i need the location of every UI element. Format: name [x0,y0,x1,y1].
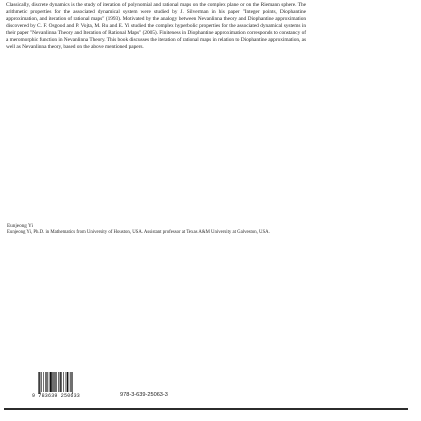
barcode-bar [61,372,62,392]
barcode-bars-icon [36,372,96,394]
barcode-bar [60,372,61,392]
barcode-bar [43,372,44,392]
author-bio: Eunjeong Yi, Ph.D. in Mathematics from University of Houston, USA. Assistant professor at Texas A&M University at Galveston, USA. [7,230,270,235]
book-description: Classically, discrete dynamics is the study of iteration of polynomial and rational maps on the complex plane or on the Riemann sphere. The arithmetic properties for the associated dynamical system were studied by J. Silverman in his paper "Integer points, Diophantine approximation, and iteration of rational maps" (1993). Motivated by the analogy between Nevanlinna theory and Diophantine approximation discovered by C. F. Osgood and P. Vojta, M. Ru and E. Yi studied the complex hyperbolic properties for the associated dynamical systems in their paper "Nevanlinna Theory and Iteration of Rational Maps" (2005). Finiteness in Diophantine approximation corresponds to constancy of a meromorphic function in Nevanlinna Theory. This book discusses the iteration of rational maps in relation to Diophantine approximation, as well as Nevanlinna theory, based on the above mentioned papers. [6,2,306,50]
barcode-bar [72,372,73,394]
author-name: Eunjeong Yi [7,223,33,229]
barcode-bar [58,372,59,392]
author-section [7,223,307,237]
barcode-bar [55,372,56,392]
barcode-bar [54,372,55,392]
barcode-bar [46,372,47,392]
barcode-bar [38,372,39,394]
barcode-bar [50,372,52,392]
barcode-bar [39,372,40,394]
isbn-number: 978-3-639-25063-3 [120,392,168,398]
barcode-bar [63,372,64,392]
barcode-bar [45,372,46,392]
barcode-bar [66,372,67,392]
barcode-bar [41,372,42,392]
barcode-digits: 9 783639 250633 [32,393,81,399]
barcode-bar [69,372,70,392]
barcode-bar [67,372,68,392]
barcode-bar [70,372,71,392]
barcode-bar [49,372,50,392]
barcode-bar [52,372,53,392]
bottom-rule [4,408,408,410]
